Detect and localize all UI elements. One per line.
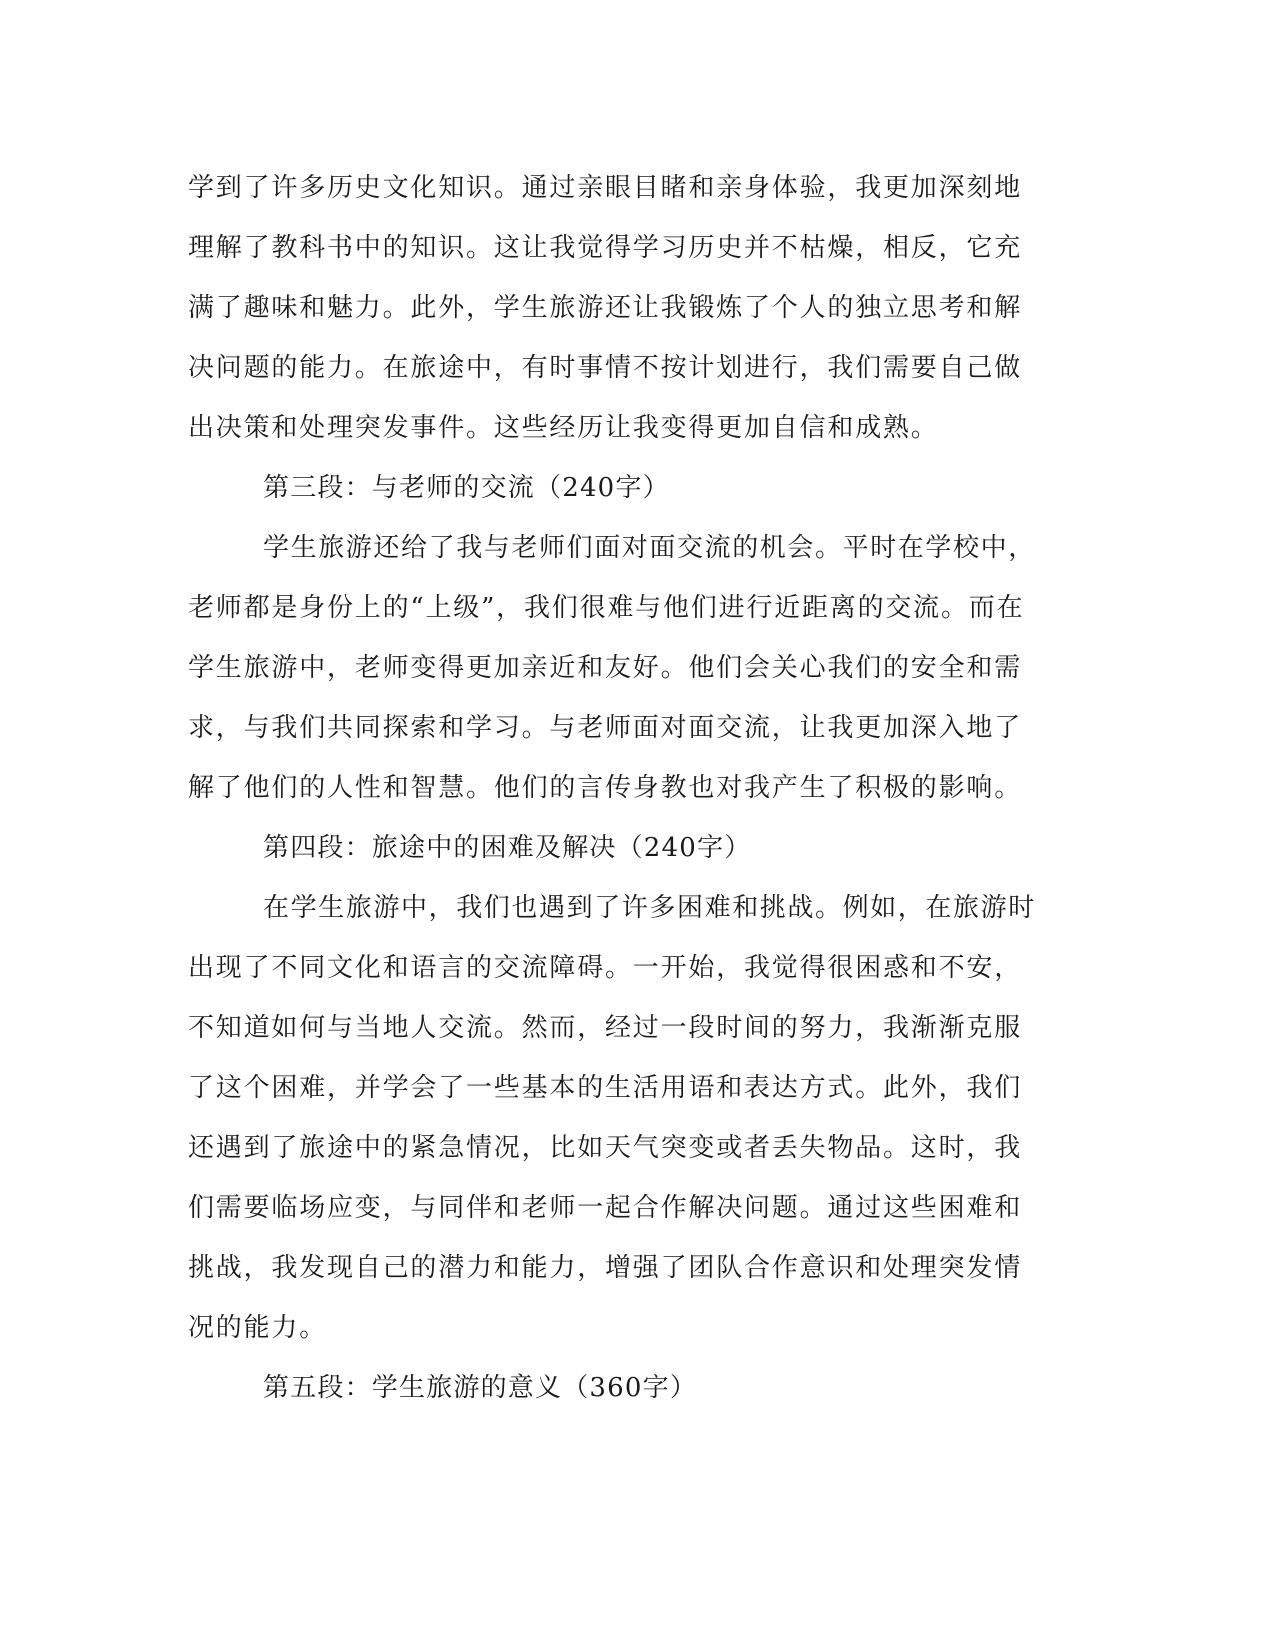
paragraph-line: 学生旅游还给了我与老师们面对面交流的机会。平时在学校中， [263,533,1036,563]
paragraph-line: 学生旅游中，老师变得更加亲近和友好。他们会关心我们的安全和需 [188,653,1023,683]
paragraph-line: 出现了不同文化和语言的交流障碍。一开始，我觉得很困惑和不安， [188,953,1023,983]
paragraph-line: 还遇到了旅途中的紧急情况，比如天气突变或者丢失物品。这时，我 [188,1133,1023,1163]
section-heading: 第五段：学生旅游的意义（360字） [263,1373,698,1403]
paragraph-line: 求，与我们共同探索和学习。与老师面对面交流，让我更加深入地了 [188,713,1023,743]
paragraph-line: 出决策和处理突发事件。这些经历让我变得更加自信和成熟。 [188,413,939,443]
paragraph-line: 理解了教科书中的知识。这让我觉得学习历史并不枯燥，相反，它充 [188,233,1023,263]
section-heading: 第四段：旅途中的困难及解决（240字） [263,833,752,863]
paragraph-line: 况的能力。 [188,1313,328,1343]
paragraph-line: 挑战，我发现自己的潜力和能力，增强了团队合作意识和处理突发情 [188,1253,1023,1283]
paragraph-line: 解了他们的人性和智慧。他们的言传身教也对我产生了积极的影响。 [188,773,1023,803]
paragraph-line: 不知道如何与当地人交流。然而，经过一段时间的努力，我渐渐克服 [188,1013,1023,1043]
paragraph-line: 满了趣味和魅力。此外，学生旅游还让我锻炼了个人的独立思考和解 [188,293,1023,323]
paragraph-line: 在学生旅游中，我们也遇到了许多困难和挑战。例如，在旅游时 [263,893,1036,923]
section-heading: 第三段：与老师的交流（240字） [263,473,670,503]
paragraph-line: 决问题的能力。在旅途中，有时事情不按计划进行，我们需要自己做 [188,353,1023,383]
paragraph-line: 了这个困难，并学会了一些基本的生活用语和表达方式。此外，我们 [188,1073,1023,1103]
paragraph-line: 学到了许多历史文化知识。通过亲眼目睹和亲身体验，我更加深刻地 [188,173,1023,203]
paragraph-line: 们需要临场应变，与同伴和老师一起合作解决问题。通过这些困难和 [188,1193,1023,1223]
paragraph-line: 老师都是身份上的“上级”，我们很难与他们进行近距离的交流。而在 [188,593,1025,623]
